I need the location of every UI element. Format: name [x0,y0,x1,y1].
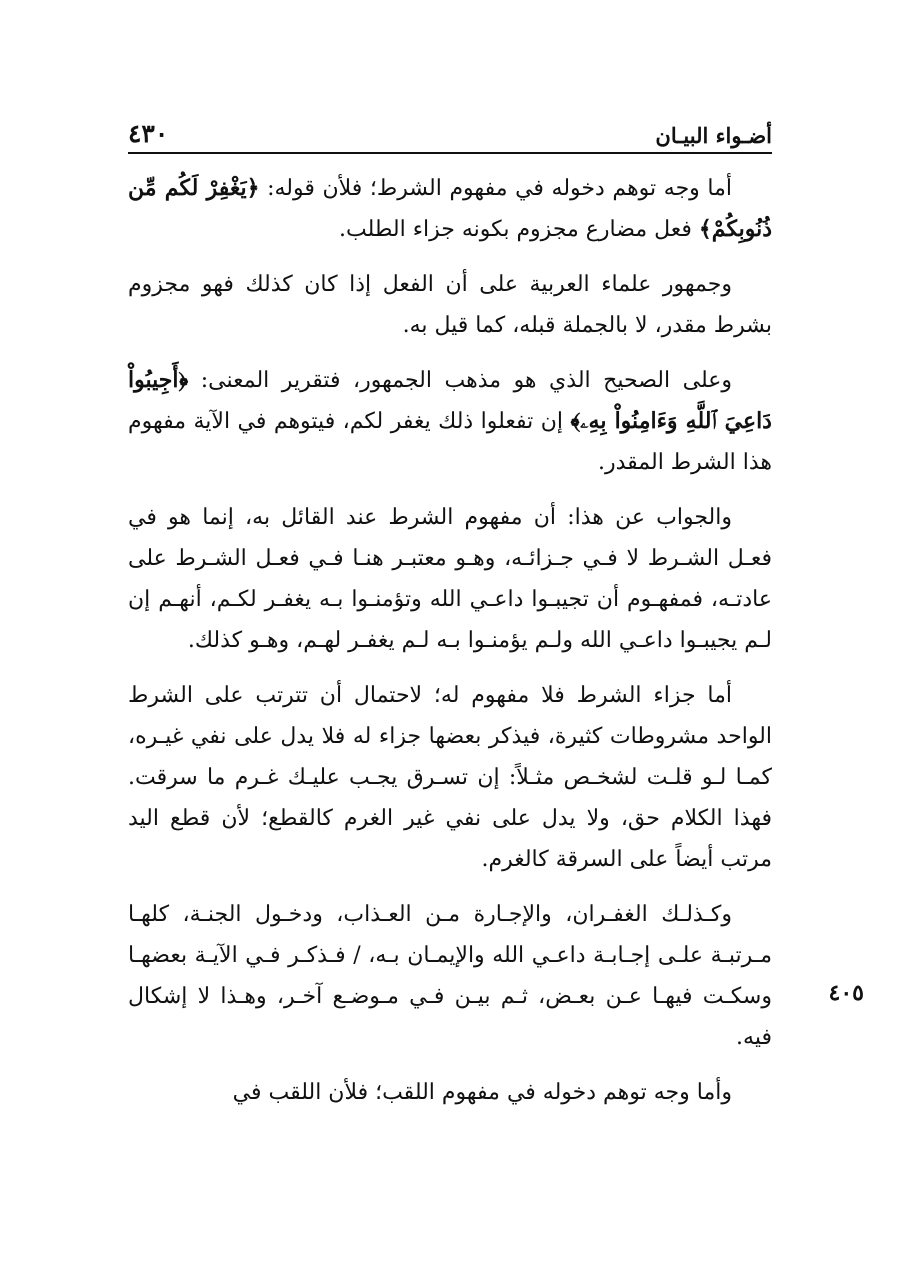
page-body [128,168,772,1127]
paragraph-7-text: وأما وجه توهم دخوله في مفهوم اللقب؛ فلأن اللقب في [232,1080,732,1105]
paragraph-1-text-end: فعل مضارع مجزوم بكونه جزاء الطلب. [338,217,699,242]
paragraph-3-text: وعلى الصحيح الذي هو مذهب الجمهور، فتقرير المعنى: [188,368,732,393]
margin-page-reference: ٤٠٥ [828,980,864,1006]
paragraph-4-text: والجواب عن هذا: أن مفهوم الشرط عند القائل به، إنما هو في فعـل الشـرط لا فـي جـزائـه، وهـو معتبـر هنـا فـي فعـل الشـرط على عادتـه، فمفهـوم أن تجيبـوا داعـي الله وتؤمنـوا بـه يغفـر لكـم، أنهـم إن لـم يجيبـوا داعـي الله ولـم يؤمنـوا بـه لـم يغفـر لهـم، وهـو كذلك. [128,505,772,653]
paragraph-5 [128,675,772,880]
quran-verse-1: ﴿يَغْفِرْ لَكُم مِّن ذُنُوبِكُمْ﴾ [128,175,772,242]
paragraph-4 [128,497,772,661]
paragraph-3-text-end: إن تفعلوا ذلك يغفر لكم، فيتوهم في الآية مفهوم هذا الشرط المقدر. [128,409,772,475]
paragraph-2 [128,264,772,346]
paragraph-6 [128,894,772,1058]
paragraph-3 [128,360,772,483]
paragraph-5-text: أما جزاء الشرط فلا مفهوم له؛ لاحتمال أن تترتب على الشرط الواحد مشروطات كثيرة، فيذكر بعضها جزاء له فلا يدل على نفي غيـره، كمـا لـو قلـت لشخـص مثـلاً: إن تسـرق يجـب عليـك غـرم ما سرقت. فهذا الكلام حق، ولا يدل على نفي غير الغرم كالقطع؛ لأن قطع اليد مرتب أيضاً على السرقة كالغرم. [128,683,772,872]
paragraph-2-text: وجمهور علماء العربية على أن الفعل إذا كان كذلك فهو مجزوم بشرط مقدر، لا بالجملة قبله، كما قيل به. [128,272,772,338]
quran-verse-2: ﴿أَجِيبُواْ دَاعِيَ ٱللَّهِ وَءَامِنُواْ بِهِۦ﴾ [128,367,772,434]
paragraph-1-text: أما وجه توهم دخوله في مفهوم الشرط؛ فلأن قوله: [259,176,732,201]
paragraph-1 [128,168,772,250]
paragraph-7 [128,1072,772,1113]
page-header [128,108,772,154]
running-title: أضـواء البيـان [655,123,772,148]
paragraph-6-text: وكـذلـك الغفـران، والإجـارة مـن العـذاب، ودخـول الجنـة، كلهـا مـرتبـة علـى إجـابـة داعـي الله والإيمـان بـه، / فـذكـر فـي الآيـة بعضهـا وسكـت فيهـا عـن بعـض، ثـم بيـن فـي مـوضـع آخـر، وهـذا لا إشكال فيه. [128,902,772,1050]
page-number: ٤٣٠ [128,119,169,148]
